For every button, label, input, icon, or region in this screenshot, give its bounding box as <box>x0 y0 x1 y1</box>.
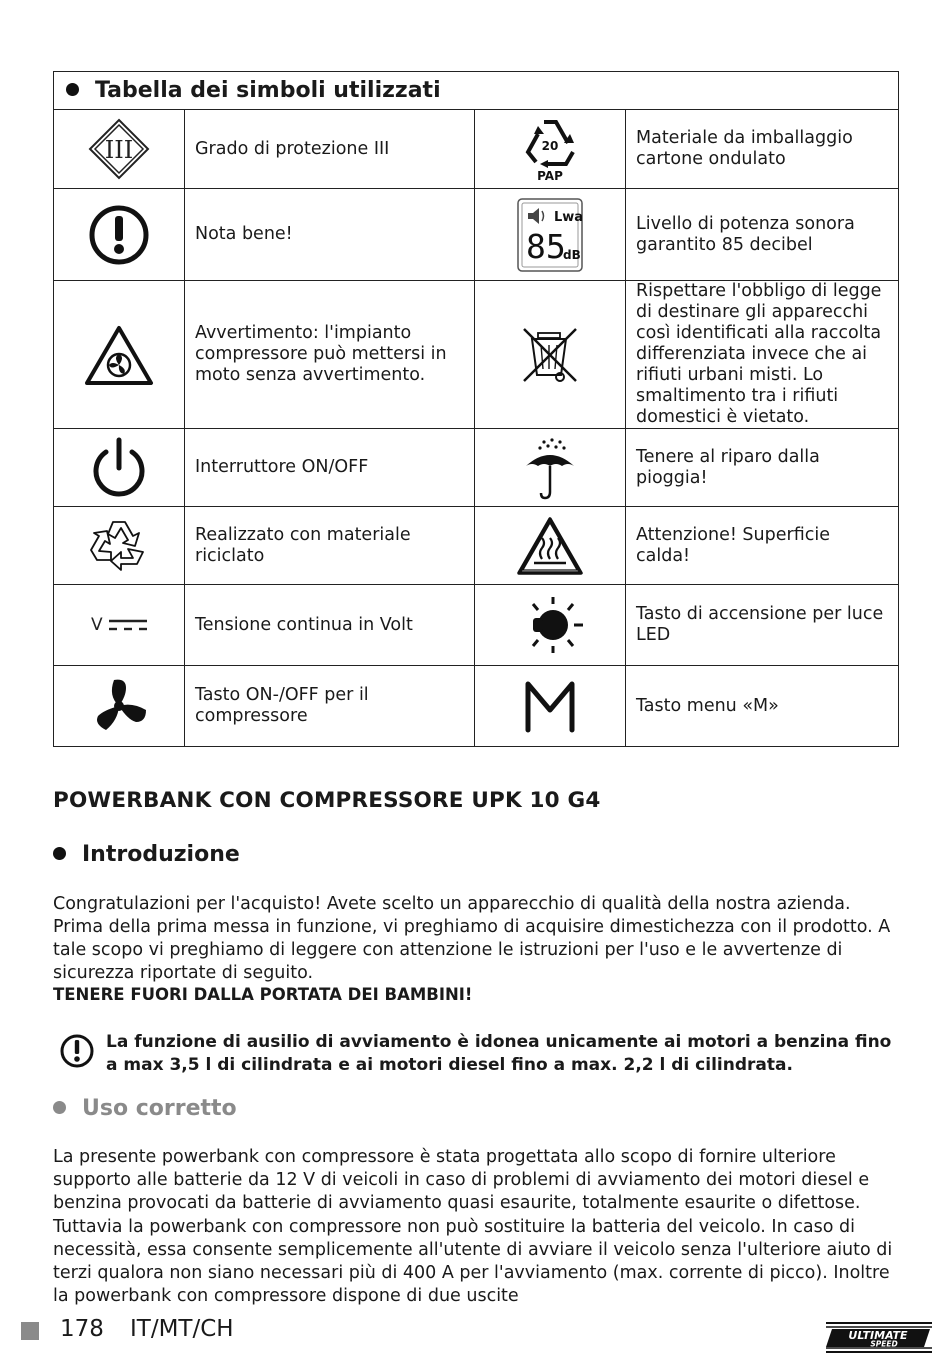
exclamation-icon <box>59 1033 95 1069</box>
led-light-icon <box>475 585 626 666</box>
umbrella-rain-icon <box>475 429 626 507</box>
symbol-description: Materiale da imballaggio cartone ondulato <box>626 110 899 189</box>
symbol-description: Tasto di accensione per luce LED <box>626 585 899 666</box>
power-icon <box>54 429 185 507</box>
bullet-icon <box>53 1101 66 1114</box>
product-heading: POWERBANK CON COMPRESSORE UPK 10 G4 <box>53 788 601 813</box>
symbol-description: Tensione continua in Volt <box>185 585 475 666</box>
table-row <box>54 189 899 281</box>
symbol-description: Avvertimento: l'impianto compressore può mettersi in moto senza avvertimento. <box>185 281 475 429</box>
recycle-icon <box>54 507 185 585</box>
hot-surface-icon <box>475 507 626 585</box>
table-row <box>54 666 899 747</box>
crossed-bin-icon <box>475 281 626 429</box>
dc-voltage-icon <box>54 585 185 666</box>
svg-text:SPEED: SPEED <box>870 1339 898 1349</box>
table-row <box>54 429 899 507</box>
bullet-icon <box>66 83 79 96</box>
svg-text:M: M <box>520 676 521 677</box>
table-row <box>54 110 899 189</box>
symbols-table <box>53 71 899 747</box>
protection-class-iii-icon <box>54 110 185 189</box>
note-text: La funzione di ausilio di avviamento è idonea unicamente ai motori a benzina fino a max 3,5 l di cilindrata e ai motori diesel fino a max. 2,2 l di cilindrata. <box>106 1032 892 1075</box>
footer-square <box>21 1322 39 1340</box>
fan-icon <box>54 666 185 747</box>
svg-text:Lwa: Lwa <box>554 209 584 225</box>
svg-text:20: 20 <box>541 139 559 153</box>
symbol-description: Tasto menu «M» <box>626 666 899 747</box>
intro-paragraph: Congratulazioni per l'acquisto! Avete scelto un apparecchio di qualità della nostra azienda. Prima della prima messa in funzione, vi preghiamo di acquisire dimestichezza con il prodotto. A tale scopo vi preghiamo di leggere con attenzione le istruzioni per l'uso e le avvertenze di sicurezza riportate di seguito. <box>53 894 891 983</box>
recycling-pap-20-icon <box>475 110 626 189</box>
symbol-description: Interruttore ON/OFF <box>185 429 475 507</box>
ultimate-speed-logo <box>826 1320 932 1354</box>
page-number: 178 <box>60 1316 104 1342</box>
bullet-icon <box>53 847 66 860</box>
exclamation-icon <box>54 189 185 281</box>
language-code: IT/MT/CH <box>130 1316 234 1342</box>
intro-heading <box>53 842 240 867</box>
symbols-table-title: Tabella dei simboli utilizzati <box>95 78 441 103</box>
symbol-description: Tenere al riparo dalla pioggia! <box>626 429 899 507</box>
table-row <box>54 281 899 429</box>
symbol-description: Attenzione! Superficie calda! <box>626 507 899 585</box>
symbol-description: Nota bene! <box>185 189 475 281</box>
uso-heading <box>53 1096 237 1121</box>
uso-heading-text: Uso corretto <box>82 1096 237 1121</box>
symbol-description: Livello di potenza sonora garantito 85 decibel <box>626 189 899 281</box>
symbols-table-header <box>54 72 899 110</box>
table-row <box>54 585 899 666</box>
children-warning: TENERE FUORI DALLA PORTATA DEI BAMBINI! <box>53 985 473 1004</box>
symbol-description: Realizzato con materiale riciclato <box>185 507 475 585</box>
symbol-description: Rispettare l'obbligo di legge di destinare gli apparecchi così identificati alla raccolta differenziata invece che ai rifiuti urbani misti. Lo smaltimento tra i rifiuti domestici è vietato. <box>626 281 899 429</box>
svg-text:V: V <box>91 615 103 635</box>
table-row <box>54 507 899 585</box>
menu-m-icon <box>475 666 626 747</box>
intro-heading-text: Introduzione <box>82 842 240 867</box>
svg-text:III: III <box>104 136 134 164</box>
svg-text:dB: dB <box>563 247 581 262</box>
fan-warning-icon <box>54 281 185 429</box>
sound-power-icon <box>475 189 626 281</box>
svg-text:ULTIMATE: ULTIMATE <box>848 1329 908 1342</box>
symbol-description: Tasto ON-/OFF per il compressore <box>185 666 475 747</box>
svg-text:85: 85 <box>526 226 566 266</box>
symbol-description: Grado di protezione III <box>185 110 475 189</box>
svg-text:PAP: PAP <box>537 169 563 182</box>
uso-paragraph: La presente powerbank con compressore è stata progettata allo scopo di fornire ulteriore supporto alle batterie da 12 V di veicoli in caso di problemi di avviamento dei motori diesel e benzina provocati da batterie di avviamento quasi esaurite, totalmente esaurite o difettose. Tuttavia la powerbank con compressore non può sostituire la batteria del veicolo. In caso di necessità, essa consente semplicemente all'utente di avviare il veicolo senza l'ulteriore aiuto di terzi qualora non siano necessari più di 400 A per l'avviamento (max. corrente di picco). Inoltre la powerbank con compressore dispone di due uscite <box>53 1147 893 1307</box>
